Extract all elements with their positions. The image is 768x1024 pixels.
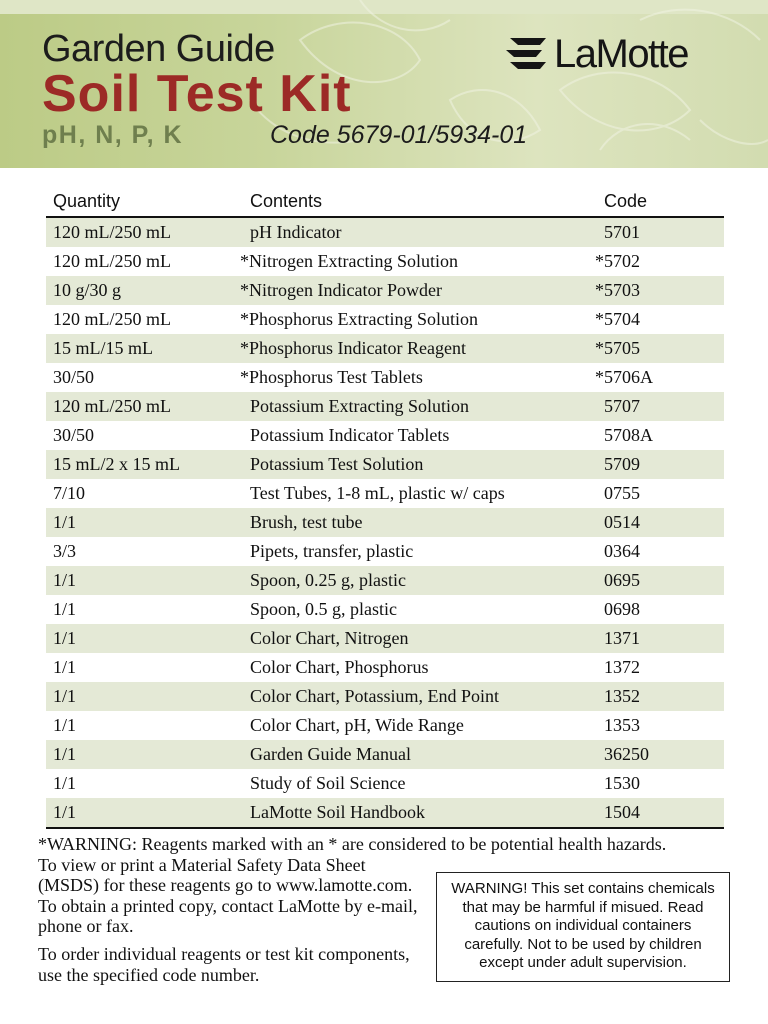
cell-quantity: 1/1 — [53, 773, 77, 793]
cell-contents: Study of Soil Science — [250, 773, 406, 793]
table-row — [46, 218, 724, 247]
contents-table — [46, 188, 724, 829]
cell-quantity: 1/1 — [53, 570, 77, 590]
table-row — [46, 334, 724, 363]
table-row — [46, 595, 724, 624]
table-row — [46, 740, 724, 769]
cell-code: 5707 — [604, 396, 640, 416]
header-code: Code — [604, 191, 648, 211]
table-row — [46, 711, 724, 740]
warning-box-line: carefully. Not to be used by children — [464, 935, 702, 953]
lamotte-logo-text: LaMotte — [554, 31, 689, 76]
warning-box-line: WARNING! This set contains chemicals — [451, 880, 715, 897]
cell-quantity: 30/50 — [53, 425, 95, 445]
cell-contents: Potassium Indicator Tablets — [250, 425, 450, 445]
table-row — [46, 479, 724, 508]
cell-contents: Spoon, 0.25 g, plastic — [250, 570, 406, 590]
order-instructions — [38, 944, 438, 985]
cell-quantity: 1/1 — [53, 628, 77, 648]
cell-contents: pH Indicator — [250, 222, 342, 242]
cell-code: *5702 — [595, 251, 640, 271]
table-row — [46, 363, 724, 392]
cell-contents: Spoon, 0.5 g, plastic — [250, 599, 397, 619]
cell-contents: Test Tubes, 1-8 mL, plastic w/ caps — [250, 483, 505, 503]
cell-quantity: 7/10 — [53, 483, 86, 503]
warning-line: phone or fax. — [38, 916, 134, 936]
cell-quantity: 120 mL/250 mL — [53, 251, 171, 271]
table-row — [46, 566, 724, 595]
cell-quantity: 3/3 — [53, 541, 77, 561]
cell-quantity: 1/1 — [53, 512, 77, 532]
table-row — [46, 769, 724, 798]
warning-box-line: that may be harmful if misued. Read — [462, 898, 704, 916]
cell-code: 1504 — [604, 802, 640, 822]
cell-quantity: 1/1 — [53, 657, 77, 677]
cell-code: 5708A — [604, 425, 653, 445]
table-row — [46, 305, 724, 334]
tested-elements: pH, N, P, K — [42, 121, 184, 149]
cell-code: *5705 — [595, 338, 640, 358]
cell-contents: *Phosphorus Extracting Solution — [240, 309, 478, 329]
table-header — [46, 188, 724, 218]
cell-contents: Color Chart, Nitrogen — [250, 628, 409, 648]
table-row — [46, 653, 724, 682]
cell-contents: *Phosphorus Indicator Reagent — [240, 338, 466, 358]
cell-quantity: 15 mL/2 x 15 mL — [53, 454, 180, 474]
cell-contents: Color Chart, pH, Wide Range — [250, 715, 464, 735]
cell-code: *5703 — [595, 280, 640, 300]
cell-quantity: 120 mL/250 mL — [53, 222, 171, 242]
header-banner — [0, 0, 768, 168]
order-line: use the specified code number. — [38, 964, 260, 985]
cell-contents: Pipets, transfer, plastic — [250, 541, 414, 561]
cell-code: 1372 — [604, 657, 640, 677]
cell-code: 1353 — [604, 715, 640, 735]
cell-code: 0755 — [604, 483, 640, 503]
cell-contents: Potassium Extracting Solution — [250, 396, 469, 416]
cell-code: 1371 — [604, 628, 640, 648]
lamotte-logo-mark-icon — [506, 36, 550, 72]
cell-code: 5701 — [604, 222, 640, 242]
cell-quantity: 120 mL/250 mL — [53, 396, 171, 416]
cell-quantity: 15 mL/15 mL — [53, 338, 153, 358]
cell-code: 0698 — [604, 599, 640, 619]
cell-contents: Color Chart, Phosphorus — [250, 657, 429, 677]
table-row — [46, 421, 724, 450]
table-row — [46, 798, 724, 827]
cell-contents: Color Chart, Potassium, End Point — [250, 686, 500, 706]
cell-quantity: 1/1 — [53, 802, 77, 822]
table-row — [46, 392, 724, 421]
cell-contents: Brush, test tube — [250, 512, 363, 532]
table-row — [46, 508, 724, 537]
cell-code: 0695 — [604, 570, 640, 590]
cell-quantity: 30/50 — [53, 367, 95, 387]
cell-contents: *Nitrogen Extracting Solution — [240, 251, 458, 271]
header-quantity: Quantity — [53, 191, 121, 211]
kit-code: Code 5679-01/5934-01 — [270, 121, 528, 149]
warning-line: To obtain a printed copy, contact LaMotte by e-mail, — [38, 895, 418, 916]
warning-line: *WARNING: Reagents marked with an * are considered to be potential health hazards. — [38, 834, 667, 854]
table-bottom-rule — [46, 827, 724, 829]
table-row — [46, 247, 724, 276]
warning-box-line: except under adult supervision. — [479, 954, 687, 971]
cell-quantity: 120 mL/250 mL — [53, 309, 171, 329]
warning-line: (MSDS) for these reagents go to www.lamotte.com. — [38, 875, 413, 895]
cell-quantity: 10 g/30 g — [53, 280, 122, 300]
kit-subtitle: Garden Guide — [42, 28, 275, 70]
warning-line: To view or print a Material Safety Data Sheet — [38, 854, 366, 875]
table-row — [46, 682, 724, 711]
warning-box-line: cautions on individual containers — [474, 917, 692, 934]
cell-contents: Potassium Test Solution — [250, 454, 424, 474]
cell-code: *5706A — [595, 367, 653, 387]
lamotte-logo — [506, 32, 688, 76]
cell-code: 1530 — [604, 773, 640, 793]
order-line: To order individual reagents or test kit components, — [38, 944, 410, 964]
cell-code: 36250 — [604, 744, 649, 764]
cell-contents: *Nitrogen Indicator Powder — [240, 280, 442, 300]
cell-quantity: 1/1 — [53, 599, 77, 619]
cell-contents: *Phosphorus Test Tablets — [240, 367, 423, 387]
cell-contents: LaMotte Soil Handbook — [250, 802, 425, 822]
header-contents: Contents — [250, 191, 323, 211]
table-body — [46, 218, 724, 827]
cell-quantity: 1/1 — [53, 744, 77, 764]
cell-contents: Garden Guide Manual — [250, 744, 411, 764]
cell-code: 0364 — [604, 541, 640, 561]
kit-title: Soil Test Kit — [42, 65, 352, 123]
cell-quantity: 1/1 — [53, 686, 77, 706]
cell-code: 5709 — [604, 454, 640, 474]
table-row — [46, 537, 724, 566]
table-row — [46, 276, 724, 305]
cell-quantity: 1/1 — [53, 715, 77, 735]
cell-code: 0514 — [604, 512, 640, 532]
cell-code: 1352 — [604, 686, 640, 706]
chemical-warning-box — [436, 872, 730, 982]
table-row — [46, 450, 724, 479]
cell-code: *5704 — [595, 309, 640, 329]
table-row — [46, 624, 724, 653]
